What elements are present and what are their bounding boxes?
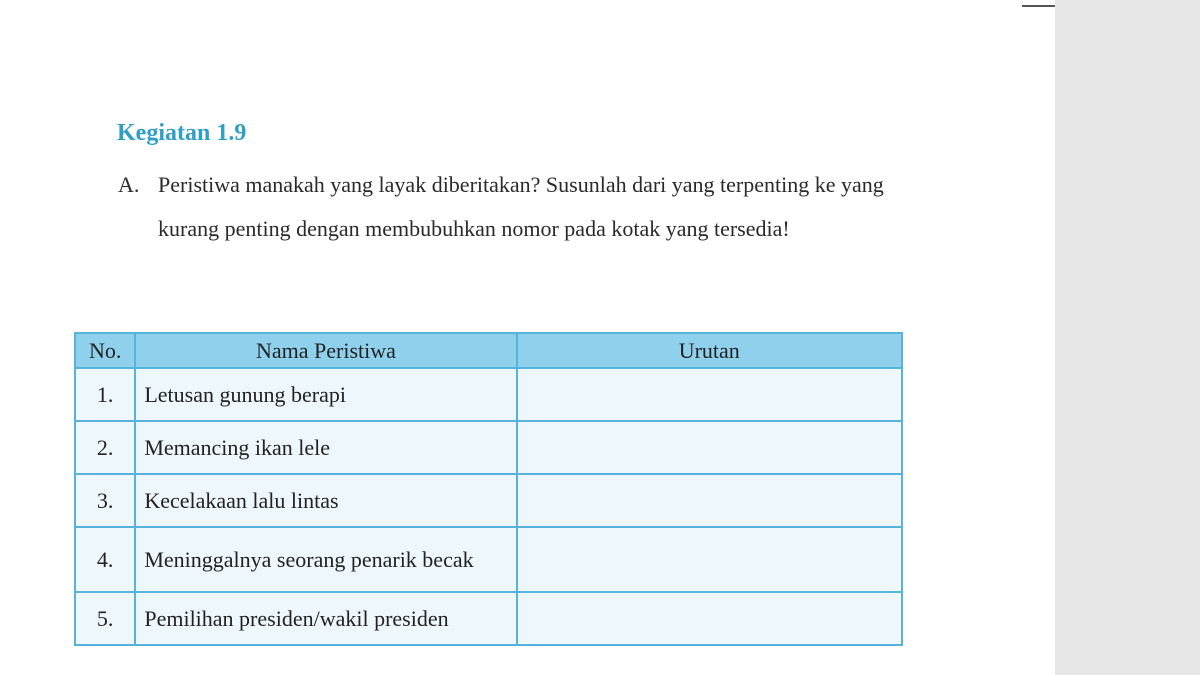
event-name: Letusan gunung berapi	[135, 368, 516, 421]
event-name: Pemilihan presiden/wakil presiden	[135, 592, 516, 645]
order-input-cell[interactable]	[517, 368, 902, 421]
events-table	[74, 332, 903, 646]
table-row	[75, 421, 902, 474]
row-number: 2.	[75, 421, 135, 474]
order-input-cell[interactable]	[517, 421, 902, 474]
activity-heading: Kegiatan 1.9	[117, 120, 247, 146]
table-row	[75, 592, 902, 645]
header-order: Urutan	[517, 333, 902, 368]
table-header-row	[75, 333, 902, 368]
row-number: 4.	[75, 527, 135, 592]
table-row	[75, 368, 902, 421]
row-number: 5.	[75, 592, 135, 645]
header-no: No.	[75, 333, 135, 368]
event-name: Kecelakaan lalu lintas	[135, 474, 516, 527]
row-number: 3.	[75, 474, 135, 527]
order-input-cell[interactable]	[517, 474, 902, 527]
table-row	[75, 474, 902, 527]
question-text: Peristiwa manakah yang layak diberitakan? Susunlah dari yang terpenting ke yang kurang penting dengan membubuhkan nomor pada kotak yang tersedia!	[158, 172, 884, 241]
table-row	[75, 527, 902, 592]
header-event-name: Nama Peristiwa	[135, 333, 516, 368]
order-input-cell[interactable]	[517, 592, 902, 645]
top-divider	[1022, 5, 1055, 7]
side-panel	[1055, 0, 1200, 675]
row-number: 1.	[75, 368, 135, 421]
question-a	[118, 163, 898, 251]
order-input-cell[interactable]	[517, 527, 902, 592]
event-name: Meninggalnya seorang penarik becak	[135, 527, 516, 592]
question-label: A.	[118, 172, 140, 197]
event-name: Memancing ikan lele	[135, 421, 516, 474]
